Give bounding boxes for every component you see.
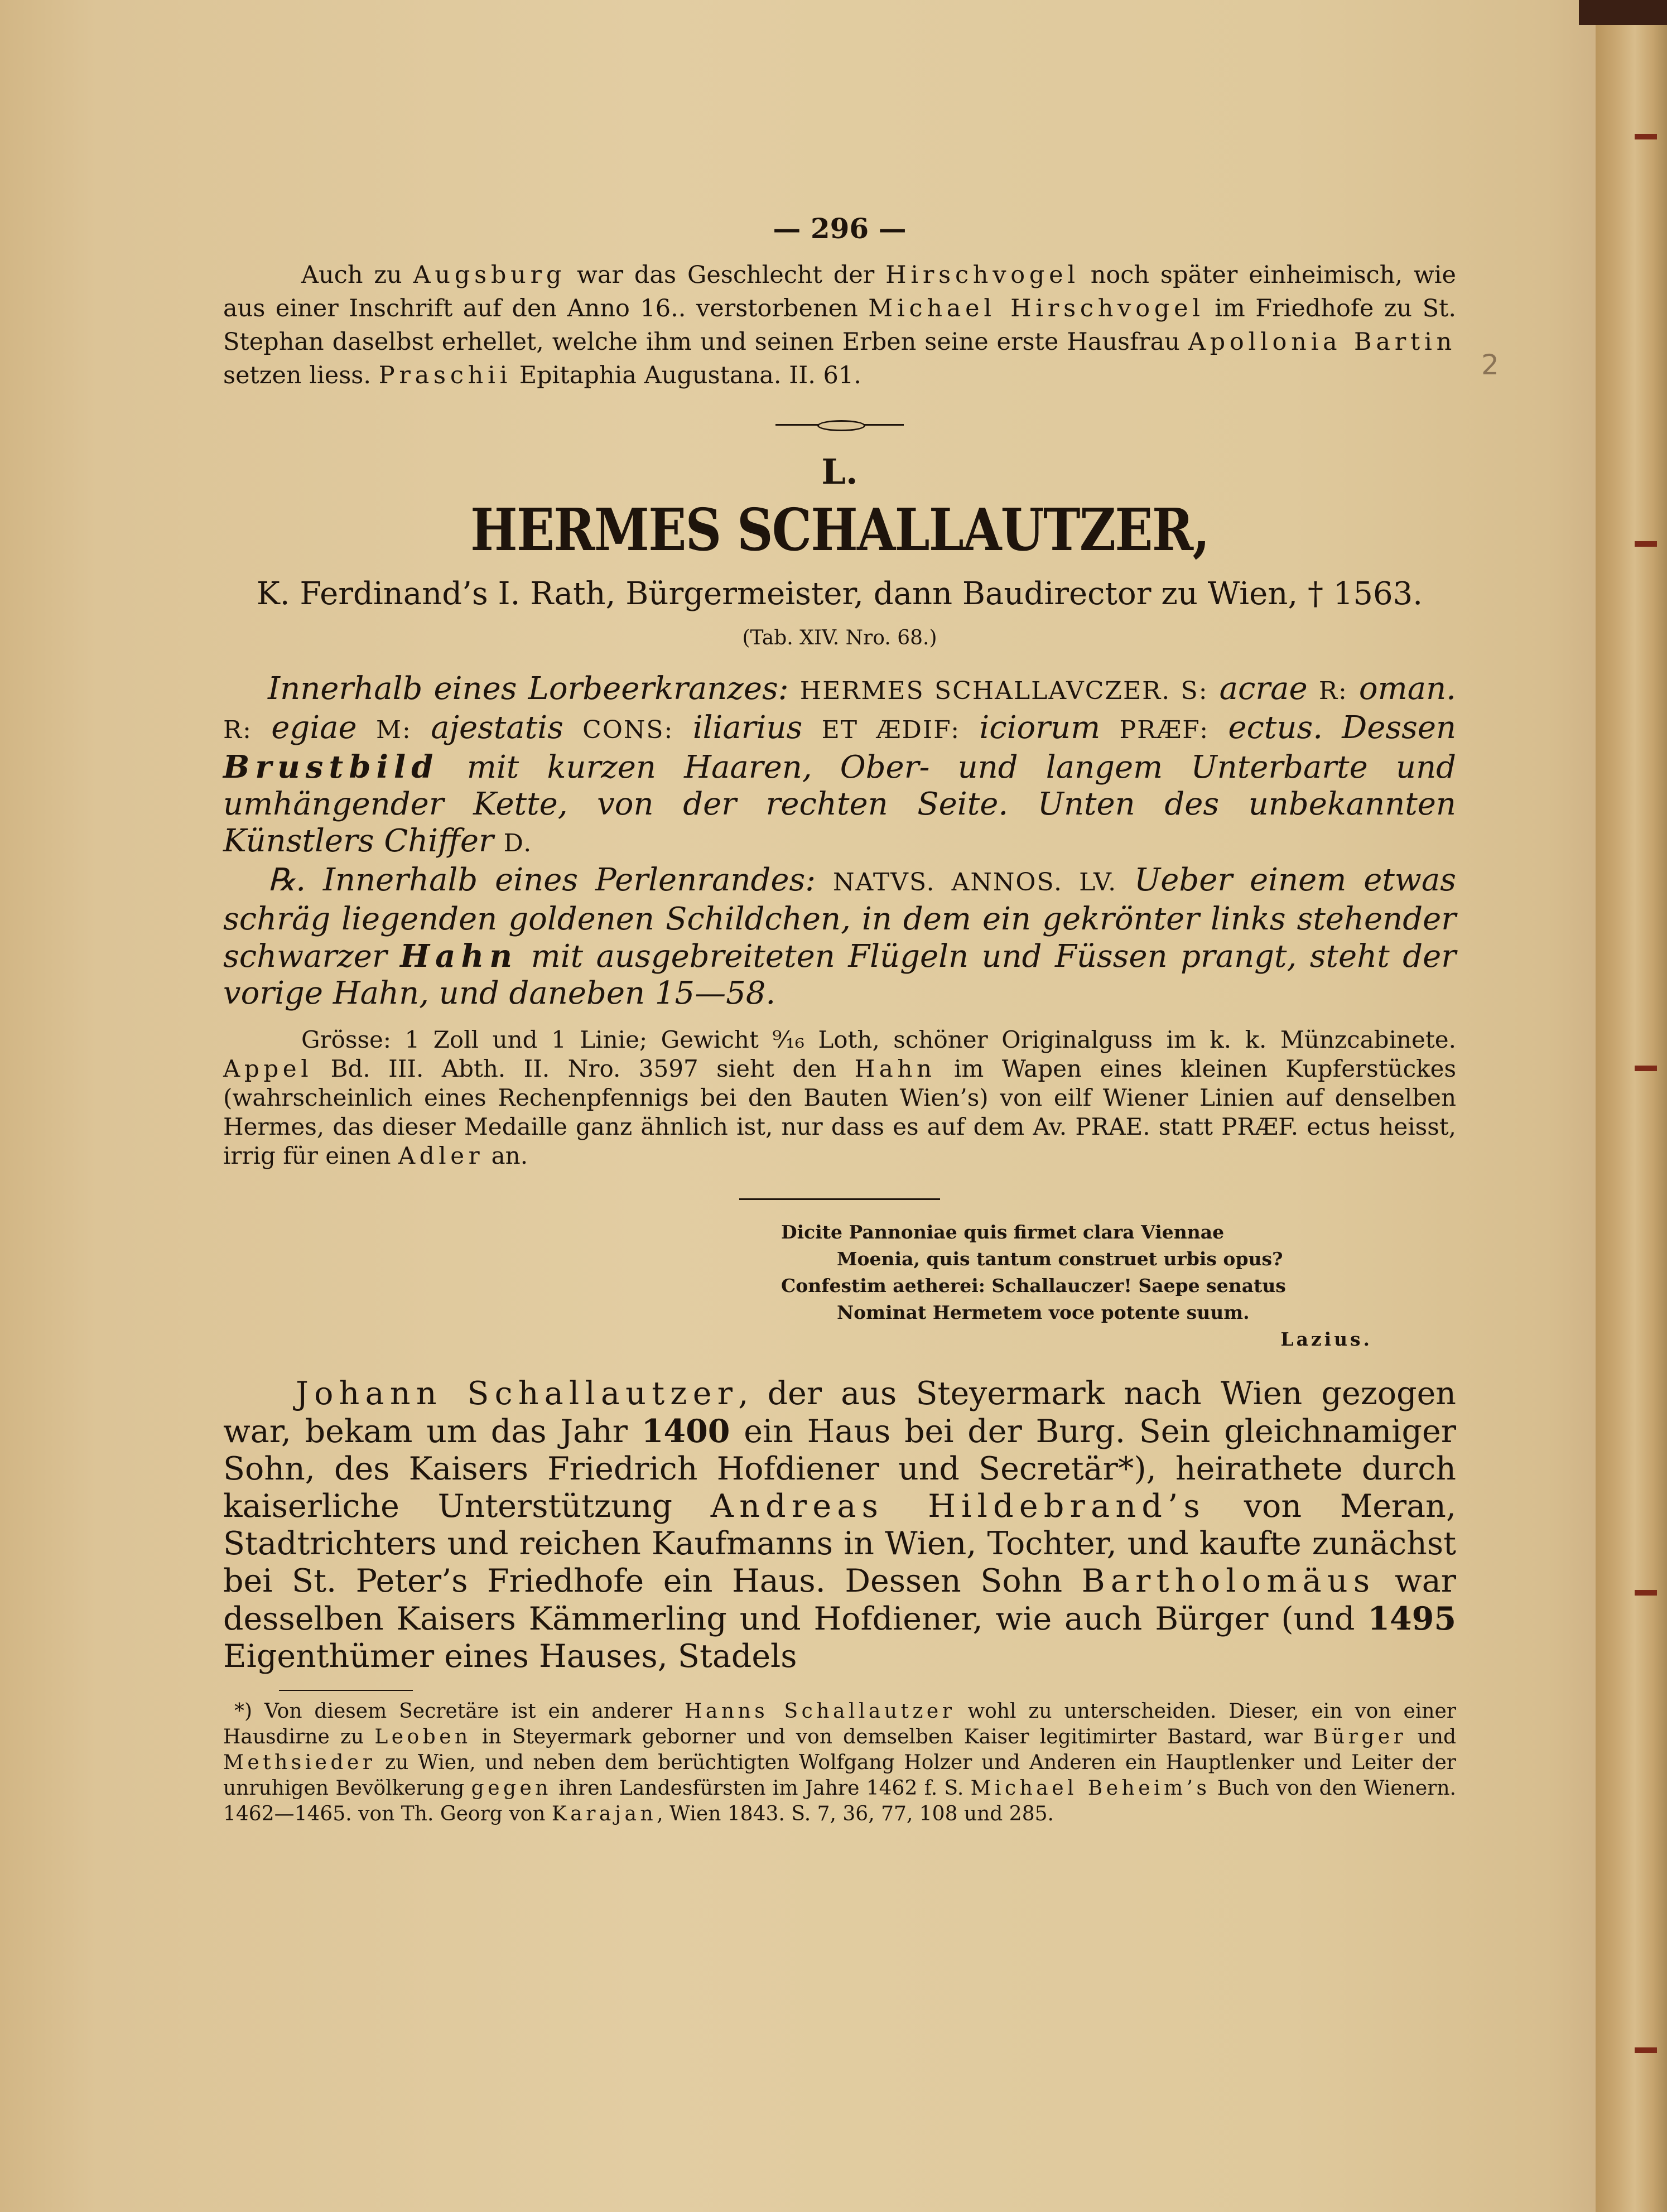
spine-mark <box>1635 1590 1657 1596</box>
spine-mark <box>1635 541 1657 547</box>
reverse-description: ℞. Innerhalb eines Perlenrandes: NATVS. ANNOS. LV. Ueber einem etwas schräg liegenden goldenen Schildchen, in dem ein gekrönter links stehender schwarzer Hahn mit ausgebreiteten Flügeln und Füssen prangt, steht der vorige Hahn, und daneben 15—58. <box>223 862 1456 1011</box>
section-ornament <box>775 420 904 429</box>
main-paragraph: Johann Schallautzer, der aus Steyermark nach Wien gezogen war, bekam um das Jahr 1400 ein Haus bei der Burg. Sein gleichnamiger Sohn, des Kaisers Friedrich Hofdiener und Secretär*), heirathete durch kaiserliche Unterstützung Andreas Hildebrand’s von Meran, Stadtrichters und reichen Kaufmanns in Wien, Tochter, und kaufte zunächst bei St. Peter’s Friedhofe ein Haus. Dessen Sohn Bartholomäus war desselben Kaisers Kämmerling und Hofdiener, wie auch Bürger (und 1495 Eigenthümer eines Hauses, Stadels <box>223 1375 1457 1675</box>
footnote: *) Von diesem Secretäre ist ein anderer Hanns Schallautzer wohl zu unterscheiden. Dieser, ein von einer Hausdirne zu Leoben in Steyermark geborner und von demselben Kaiser legitimirter Bastard, war Bürger und Methsieder zu Wien, und neben dem berüchtigten Wolfgang Holzer und Anderen ein Hauptlenker und Leiter der unruhigen Bevölkerung gegen ihren Landesfürsten im Jahre 1462 f. S. Michael Beheim’s Buch von den Wienern. 1462—1465. von Th. Georg von Karajan, Wien 1843. S. 7, 36, 77, 108 und 285. <box>223 1700 1457 1825</box>
medal-description <box>223 671 1456 1012</box>
pencil-annotation: 2 <box>1481 349 1499 381</box>
page-content <box>223 212 1456 1827</box>
obverse-description: Innerhalb eines Lorbeerkranzes: HERMES SCHALLAVCZER. S: acrae R: oman. R: egiae M: ajestatis CONS: iliarius ET ÆDIF: iciorum PRÆF: ectus. Dessen Brustbild mit kurzen Haaren, Ober- und langem Unterbarte und umhängender Kette, von der rechten Seite. Unten des unbekannten Künstlers Chiffer D. <box>223 671 1457 859</box>
section-subtitle: K. Ferdinand’s I. Rath, Bürgermeister, dann Baudirector zu Wien, † 1563. <box>256 576 1423 612</box>
section-title: HERMES SCHALLAUTZER, <box>470 495 1209 564</box>
page-number: — 296 — <box>773 212 907 245</box>
spine-mark <box>1635 2047 1657 2053</box>
plate-reference: (Tab. XIV. Nro. 68.) <box>742 627 937 649</box>
binding-corner <box>1579 0 1667 25</box>
spine-mark <box>1635 134 1657 139</box>
intro-paragraph: Auch zu Augsburg war das Geschlecht der Hirschvogel noch später einheimisch, wie aus einer Inschrift auf den Anno 16.. verstorbenen Michael Hirschvogel im Friedhofe zu St. Stephan daselbst erhellet, welche ihm und seinen Erben seine erste Hausfrau Apollonia Bartin setzen liess. Praschii Epitaphia Augustana. II. 61. <box>223 261 1456 389</box>
book-spine <box>1596 0 1667 2212</box>
medal-notes: Grösse: 1 Zoll und 1 Linie; Gewicht ⁹⁄₁₆ Loth, schöner Originalguss im k. k. Münzcabinete. Appel Bd. III. Abth. II. Nro. 3597 sieht den Hahn im Wapen eines kleinen Kupferstückes (wahrscheinlich eines Rechenpfennigs bei den Bauten Wien’s) von eilf Wiener Linien auf denselben Hermes, das dieser Medaille ganz ähnlich ist, nur dass es auf dem Av. PRAE. statt PRÆF. ectus heisst, irrig für einen Adler an. <box>223 1026 1456 1169</box>
epigram-author: Lazius. <box>1280 1328 1372 1350</box>
section-numeral: L. <box>821 451 858 492</box>
epigram: Dicite Pannoniae quis firmet clara Viennae Moenia, quis tantum construet urbis opus? Confestim aetherei: Schallauczer! Saepe senatus Nominat Hermetem voce potente suum. Lazius. <box>781 1219 1456 1353</box>
section-divider <box>739 1198 940 1200</box>
footnote-divider <box>279 1690 413 1691</box>
spine-mark <box>1635 1066 1657 1071</box>
